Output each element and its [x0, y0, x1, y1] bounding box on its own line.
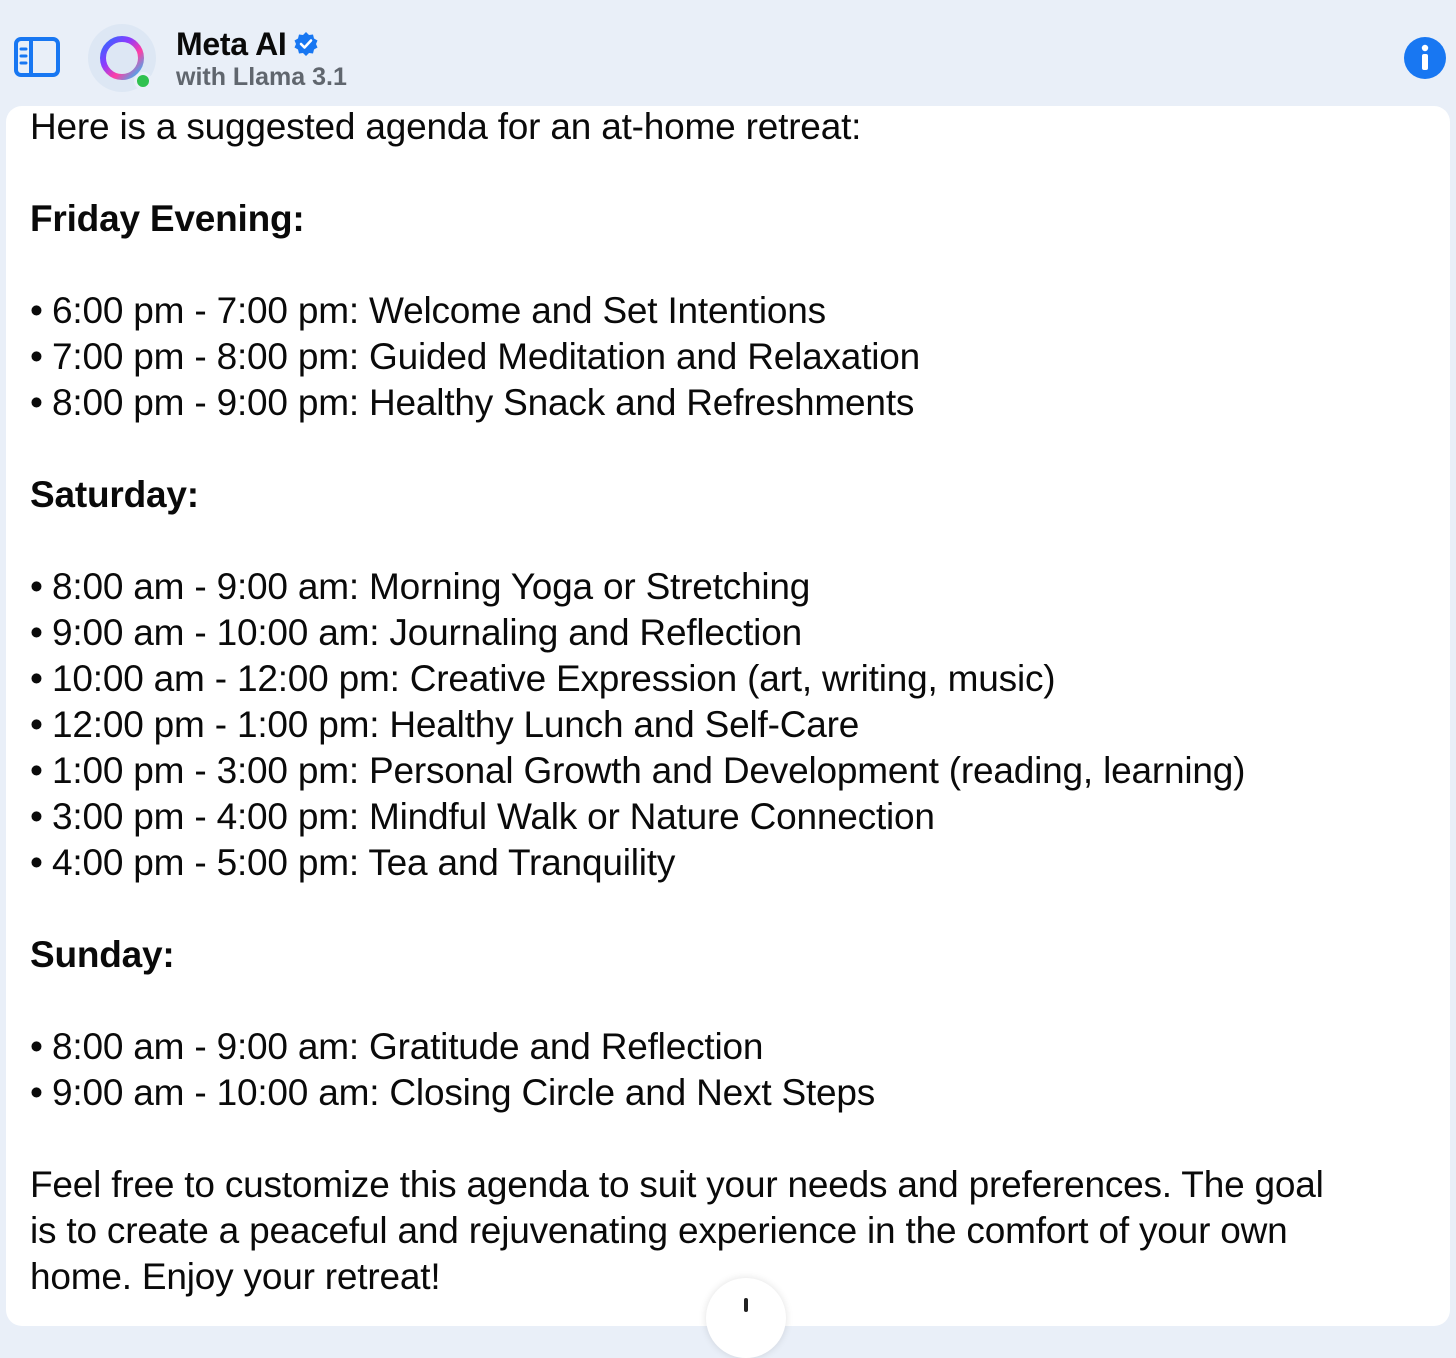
spacer: [30, 242, 1440, 288]
scroll-down-button[interactable]: [706, 1278, 786, 1358]
list-item-text: 4:00 pm - 5:00 pm: Tea and Tranquility: [52, 842, 676, 883]
bullet: •: [30, 750, 43, 791]
sidebar-toggle-icon[interactable]: [14, 36, 60, 78]
list-item: [30, 334, 1440, 380]
message-intro: Here is a suggested agenda for an at-home retreat:: [30, 106, 862, 147]
section-heading-sunday: Sunday:: [30, 934, 175, 975]
bullet: •: [30, 658, 43, 699]
list-item-text: 8:00 am - 9:00 am: Gratitude and Reflection: [52, 1026, 764, 1067]
list-item: [30, 794, 1440, 840]
list-item: [30, 564, 1440, 610]
spacer: [30, 426, 1440, 472]
list-item: [30, 380, 1440, 426]
list-item-text: 7:00 pm - 8:00 pm: Guided Meditation and Relaxation: [52, 336, 921, 377]
list-item: [30, 1024, 1440, 1070]
list-item-text: 3:00 pm - 4:00 pm: Mindful Walk or Nature Connection: [52, 796, 935, 837]
spacer: [30, 886, 1440, 932]
bullet: •: [30, 382, 43, 423]
spacer: [30, 1116, 1440, 1162]
model-subtitle: with Llama 3.1: [176, 63, 347, 91]
spacer: [30, 150, 1440, 196]
verified-badge-icon: [293, 31, 319, 57]
list-item-text: 9:00 am - 10:00 am: Journaling and Reflection: [52, 612, 802, 653]
closing-line: Feel free to customize this agenda to suit your needs and preferences. The goal: [30, 1164, 1324, 1205]
info-icon[interactable]: [1404, 37, 1446, 79]
list-item: [30, 748, 1440, 794]
bullet: •: [30, 336, 43, 377]
list-item: [30, 288, 1440, 334]
bullet: •: [30, 796, 43, 837]
closing-line: home. Enjoy your retreat!: [30, 1256, 441, 1297]
bullet: •: [30, 290, 43, 331]
app-title: Meta AI: [176, 25, 287, 62]
spacer: [30, 518, 1440, 564]
section-heading-friday: Friday Evening:: [30, 198, 305, 239]
title-row: [176, 24, 319, 64]
online-status-dot: [134, 72, 152, 90]
list-item: [30, 656, 1440, 702]
bullet: •: [30, 704, 43, 745]
list-item-text: 6:00 pm - 7:00 pm: Welcome and Set Intentions: [52, 290, 826, 331]
chat-header: [0, 0, 1456, 106]
bullet: •: [30, 842, 43, 883]
list-item: [30, 702, 1440, 748]
bullet: •: [30, 612, 43, 653]
list-item-text: 1:00 pm - 3:00 pm: Personal Growth and Development (reading, learning): [52, 750, 1246, 791]
spacer: [30, 978, 1440, 1024]
list-item-text: 8:00 am - 9:00 am: Morning Yoga or Stretching: [52, 566, 811, 607]
assistant-message-card: [6, 106, 1450, 1326]
bullet: •: [30, 1072, 43, 1113]
list-item: [30, 610, 1440, 656]
list-item: [30, 840, 1440, 886]
list-item-text: 10:00 am - 12:00 pm: Creative Expression (art, writing, music): [52, 658, 1056, 699]
list-item-text: 8:00 pm - 9:00 pm: Healthy Snack and Refreshments: [52, 382, 915, 423]
list-item-text: 9:00 am - 10:00 am: Closing Circle and Next Steps: [52, 1072, 876, 1113]
list-item: [30, 1070, 1440, 1116]
assistant-message-body: [30, 106, 1440, 1300]
arrow-down-icon: [744, 1298, 748, 1312]
list-item-text: 12:00 pm - 1:00 pm: Healthy Lunch and Self-Care: [52, 704, 860, 745]
bullet: •: [30, 1026, 43, 1067]
bullet: •: [30, 566, 43, 607]
section-heading-saturday: Saturday:: [30, 474, 199, 515]
closing-line: is to create a peaceful and rejuvenating experience in the comfort of your own: [30, 1210, 1288, 1251]
